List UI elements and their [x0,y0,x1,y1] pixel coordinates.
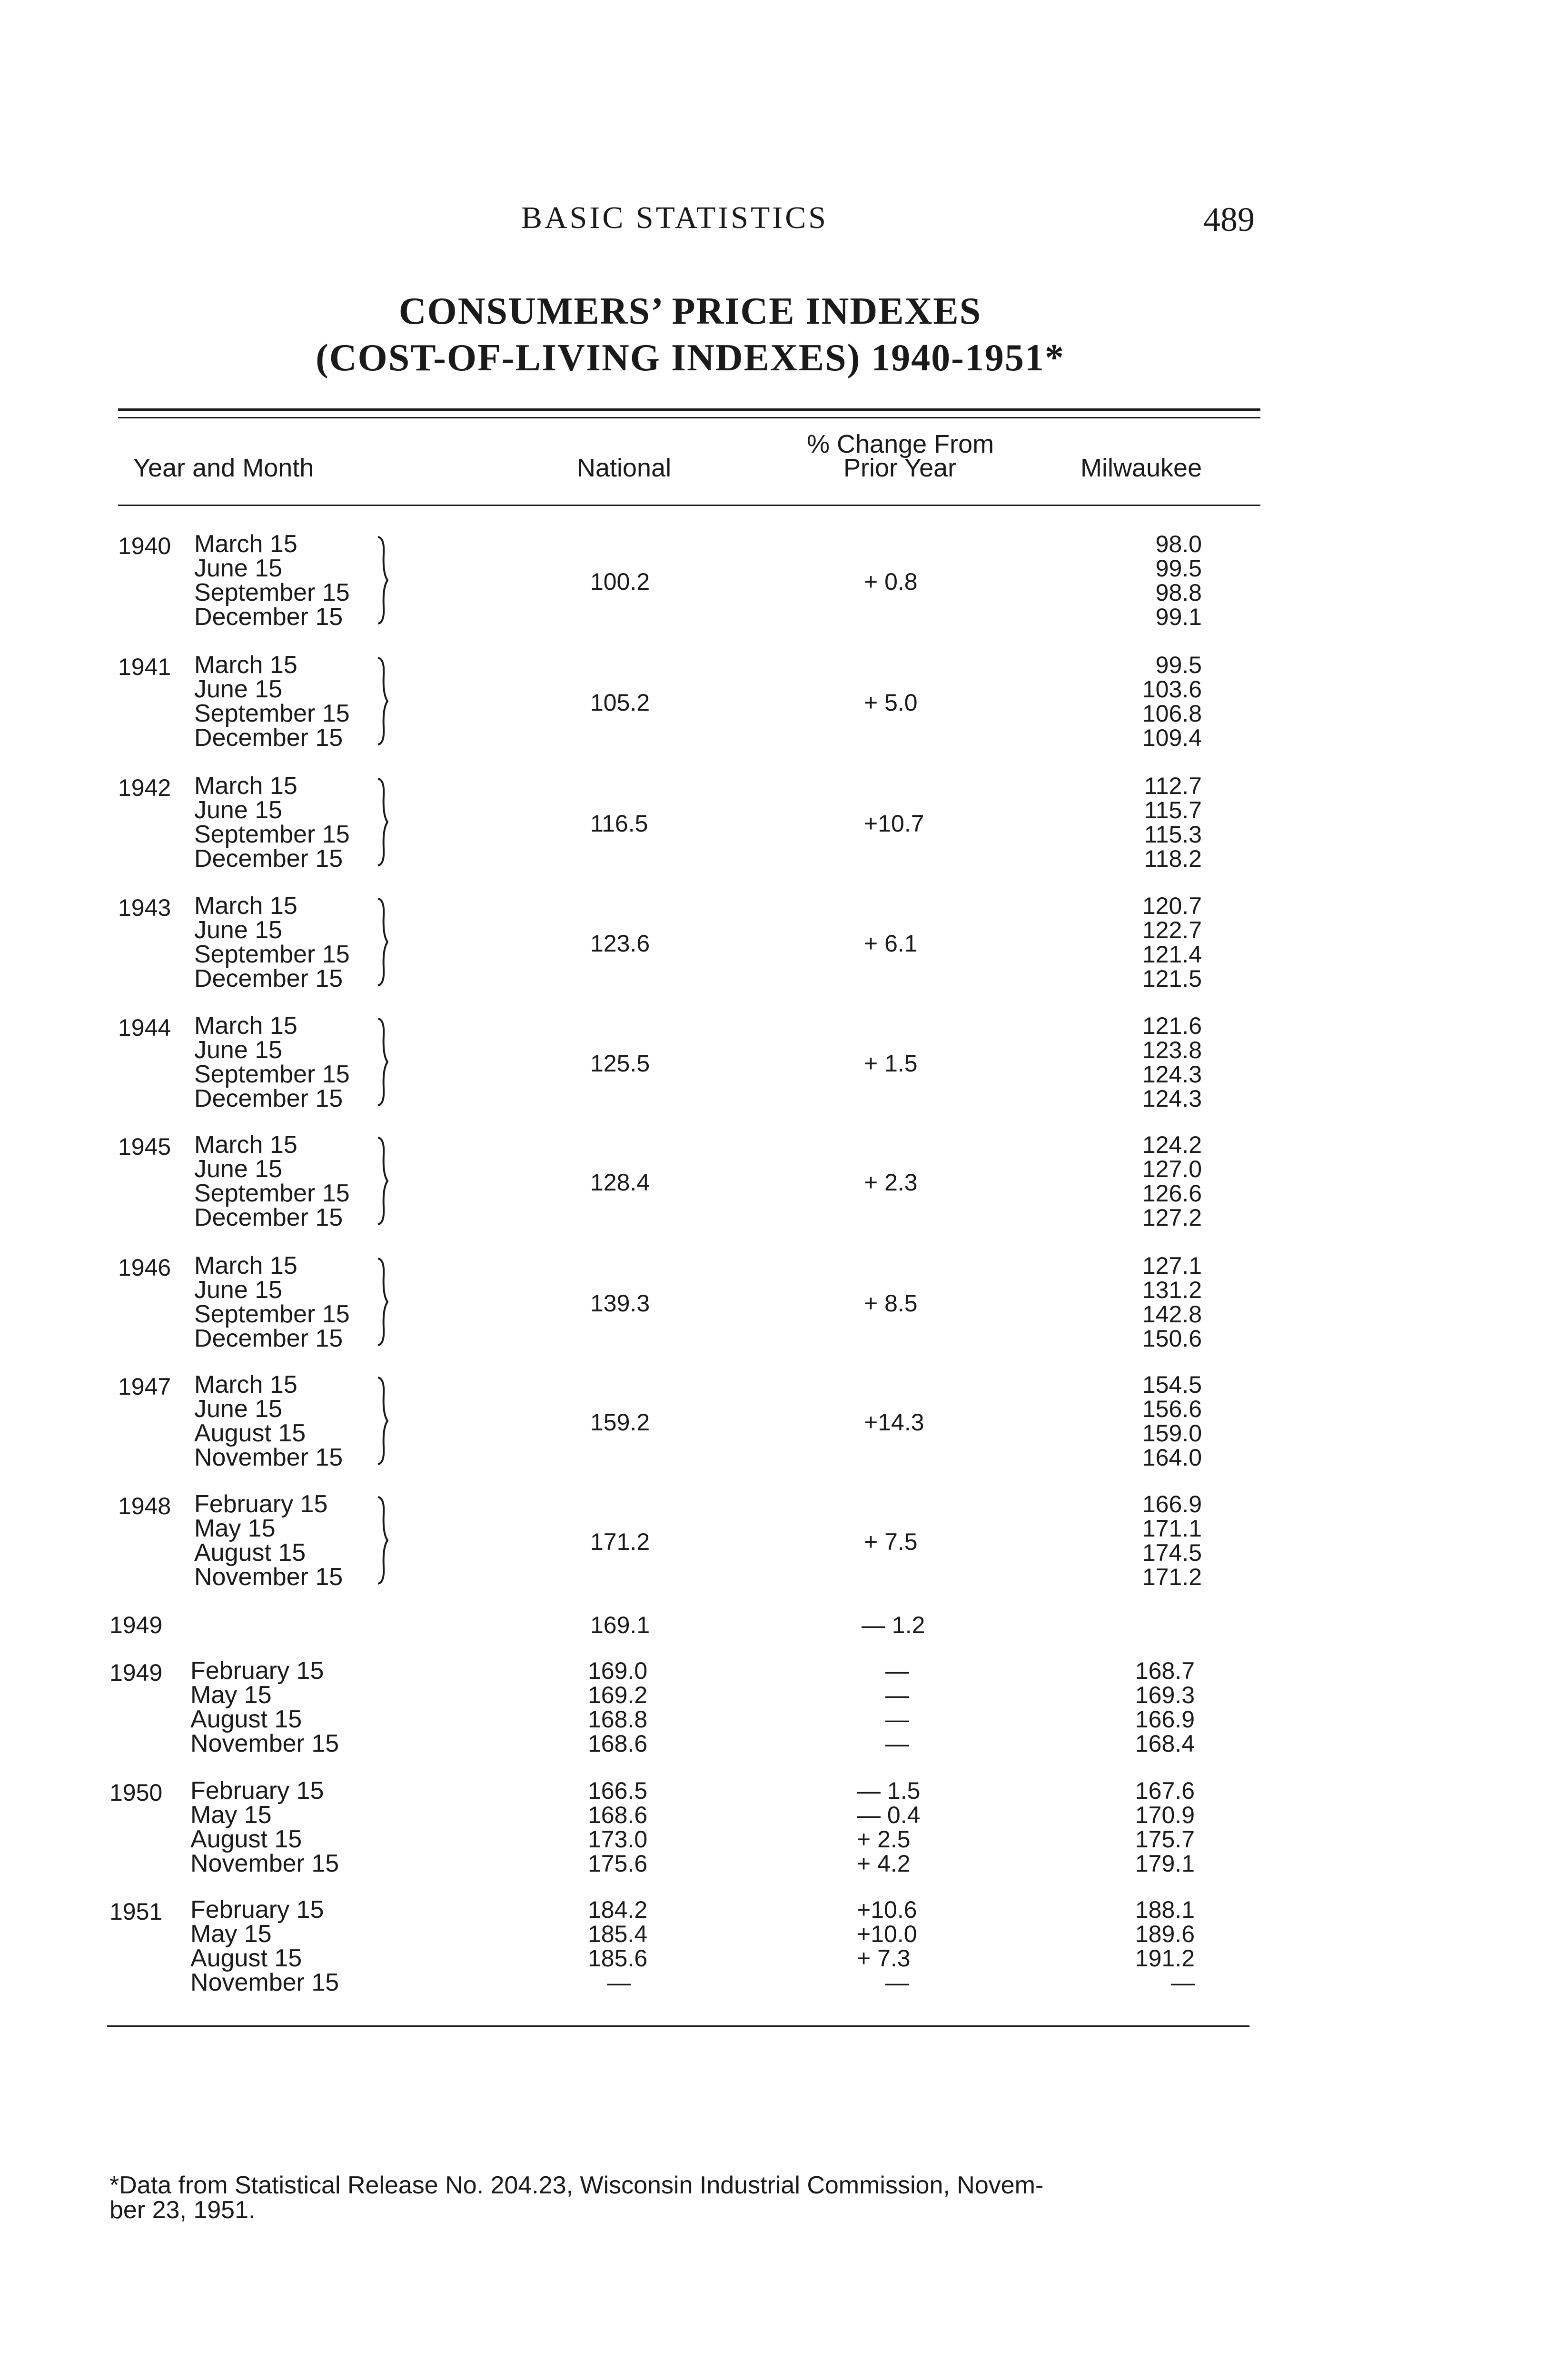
milwaukee-value: 156.6 [1142,1396,1202,1422]
month-label: November 15 [190,1969,339,1996]
milwaukee-value: 121.5 [1142,965,1202,992]
title-line-2: (COST-OF-LIVING INDEXES) 1940-1951* [316,337,1065,379]
national-index: 168.6 [588,1802,648,1828]
milwaukee-value: 121.6 [1142,1012,1202,1039]
national-index: 123.6 [590,930,650,957]
month-label: December 15 [194,965,343,992]
national-index: 169.2 [588,1682,648,1708]
milwaukee-value: 131.2 [1142,1277,1202,1303]
month-label: September 15 [194,579,350,606]
brace-symbol [376,1376,388,1466]
year-cell: 1941 [118,654,171,680]
month-list [194,774,350,871]
milwaukee-value: 127.0 [1142,1156,1202,1182]
milwaukee-value: 159.0 [1142,1420,1202,1447]
month-label: February 15 [190,1777,324,1805]
percent-change: + 0.8 [864,568,918,595]
year-cell: 1947 [118,1373,171,1400]
brace-symbol [376,535,388,625]
milwaukee-value: 124.3 [1142,1061,1202,1088]
milwaukee-value: 106.8 [1142,700,1202,727]
month-label: March 15 [194,651,297,679]
milwaukee-list [1100,1898,1195,1995]
brace-symbol [376,1136,388,1226]
column-header-change-line1: % Change From [807,430,994,458]
national-index: 171.2 [590,1528,650,1555]
milwaukee-value: — [1171,1969,1195,1996]
month-label: March 15 [194,892,297,920]
percent-change: + 5.0 [864,689,918,716]
milwaukee-value: 170.9 [1135,1802,1195,1828]
month-label: December 15 [194,603,343,631]
month-label: September 15 [194,1300,350,1328]
milwaukee-value: 169.3 [1135,1682,1195,1708]
month-label: March 15 [194,1252,297,1279]
national-index: 166.5 [588,1777,648,1804]
percent-change: +14.3 [864,1409,924,1436]
milwaukee-value: 166.9 [1142,1491,1202,1517]
percent-change: — 1.2 [862,1612,925,1638]
month-label: November 15 [190,1850,339,1877]
national-index: 175.6 [588,1850,648,1877]
month-label: February 15 [190,1657,324,1685]
milwaukee-list [1107,894,1202,991]
top-rule-2 [118,417,1260,418]
month-label: June 15 [194,555,283,582]
milwaukee-list [1107,1254,1202,1351]
milwaukee-list [1107,1014,1202,1111]
month-label: August 15 [194,1419,306,1447]
national-index: 184.2 [588,1896,648,1923]
milwaukee-list [1100,1779,1195,1876]
month-list [194,1254,350,1351]
month-label: August 15 [194,1539,306,1567]
year-cell: 1948 [118,1493,171,1519]
milwaukee-value: 188.1 [1135,1896,1195,1923]
month-label: November 15 [194,1563,343,1591]
month-label: August 15 [190,1944,302,1972]
month-label: September 15 [194,1180,350,1207]
month-label: June 15 [194,1395,283,1423]
milwaukee-value: 115.7 [1144,797,1202,823]
year-cell: 1943 [118,894,171,921]
month-label: June 15 [194,675,283,703]
national-index: 185.4 [588,1921,648,1947]
milwaukee-list [1107,653,1202,750]
percent-change: + 7.3 [857,1945,911,1972]
milwaukee-value: 191.2 [1135,1945,1195,1972]
national-index: 168.6 [588,1730,648,1757]
month-label: September 15 [194,700,350,727]
national-list [588,1779,647,1876]
month-list [194,1373,343,1470]
year-cell: 1946 [118,1254,171,1281]
bottom-rule [107,2025,1249,2027]
month-label: September 15 [194,821,350,848]
milwaukee-value: 123.8 [1142,1037,1202,1063]
percent-change: + 7.5 [864,1528,918,1555]
month-label: March 15 [194,1371,297,1398]
year-cell: 1949 [109,1612,163,1638]
percent-change: — 0.4 [857,1802,921,1828]
milwaukee-value: 164.0 [1142,1444,1202,1471]
milwaukee-value: 98.0 [1155,531,1202,557]
year-cell: 1950 [109,1779,163,1806]
running-head: BASIC STATISTICS [521,200,828,235]
month-label: May 15 [190,1920,272,1948]
national-index: — [607,1969,631,1996]
milwaukee-value: 109.4 [1142,724,1202,751]
percent-change: + 8.5 [864,1290,918,1317]
month-label: June 15 [194,916,283,944]
column-header-national: National [577,454,672,482]
month-label: December 15 [194,845,343,873]
national-index: 105.2 [590,689,650,716]
national-index: 185.6 [588,1945,648,1972]
month-list [194,532,350,629]
month-label: May 15 [194,1515,276,1542]
milwaukee-value: 103.6 [1142,676,1202,703]
month-list [190,1779,339,1876]
month-label: February 15 [190,1896,324,1924]
month-list [194,653,350,750]
milwaukee-value: 121.4 [1142,941,1202,968]
year-cell: 1949 [109,1659,163,1686]
brace-symbol [376,1257,388,1347]
month-label: December 15 [194,1085,343,1112]
milwaukee-value: 168.4 [1135,1730,1195,1757]
month-list [190,1898,339,1995]
footnote-line-2: ber 23, 1951. [109,2196,256,2224]
milwaukee-value: 171.2 [1142,1564,1202,1590]
national-index: 100.2 [590,568,650,595]
milwaukee-value: 154.5 [1142,1371,1202,1398]
percent-change-list [857,1659,909,1756]
footnote-line-1: *Data from Statistical Release No. 204.23, Wisconsin Industrial Commission, Novem- [109,2172,1044,2199]
month-list [190,1659,339,1756]
milwaukee-value: 174.5 [1142,1539,1202,1566]
percent-change: + 2.3 [864,1169,918,1196]
percent-change: +10.7 [864,810,924,837]
milwaukee-value: 99.5 [1155,652,1202,678]
percent-change: +10.0 [857,1921,917,1947]
milwaukee-list [1107,1373,1202,1470]
milwaukee-value: 167.6 [1135,1777,1195,1804]
milwaukee-value: 175.7 [1135,1826,1195,1853]
percent-change: — [885,1969,909,1996]
month-label: December 15 [194,1325,343,1352]
milwaukee-value: 150.6 [1142,1325,1202,1352]
year-cell: 1951 [109,1898,163,1925]
milwaukee-value: 127.2 [1142,1204,1202,1231]
national-index: 125.5 [590,1050,650,1077]
milwaukee-value: 115.3 [1144,821,1202,848]
national-index: 168.8 [588,1706,648,1733]
top-rule-1 [118,408,1260,411]
milwaukee-value: 142.8 [1142,1301,1202,1328]
month-list [194,894,350,991]
month-label: May 15 [190,1681,272,1709]
percent-change: + 6.1 [864,930,918,957]
brace-symbol [376,1017,388,1107]
year-cell: 1940 [118,533,171,559]
month-label: June 15 [194,1276,283,1304]
milwaukee-value: 112.7 [1144,773,1202,799]
year-cell: 1944 [118,1014,171,1041]
percent-change: — [885,1706,909,1733]
footnote [109,2173,1261,2222]
national-list [588,1898,647,1995]
column-header-change-line2: Prior Year [843,454,957,482]
milwaukee-list [1107,1133,1202,1230]
milwaukee-value: 124.3 [1142,1085,1202,1112]
milwaukee-value: 166.9 [1135,1706,1195,1733]
milwaukee-value: 118.2 [1144,845,1202,872]
percent-change: — [885,1682,909,1708]
month-label: September 15 [194,941,350,968]
brace-symbol [376,777,388,867]
month-label: June 15 [194,1155,283,1183]
year-cell: 1942 [118,774,171,801]
national-index: 139.3 [590,1290,650,1317]
month-label: March 15 [194,1012,297,1040]
percent-change: + 1.5 [864,1050,918,1077]
month-label: August 15 [190,1706,302,1733]
milwaukee-value: 120.7 [1142,892,1202,919]
national-index: 116.5 [590,810,648,837]
milwaukee-list [1100,1659,1195,1756]
month-label: June 15 [194,796,283,824]
brace-symbol [376,656,388,746]
percent-change: + 2.5 [857,1826,911,1853]
month-label: June 15 [194,1036,283,1064]
percent-change: + 4.2 [857,1850,911,1877]
month-list [194,1014,350,1111]
month-label: September 15 [194,1061,350,1088]
page-number: 489 [1203,200,1255,238]
milwaukee-value: 179.1 [1135,1850,1195,1877]
percent-change-list [857,1779,920,1876]
percent-change: +10.6 [857,1896,917,1923]
table-title [0,288,1380,381]
year-cell: 1945 [118,1133,171,1160]
milwaukee-value: 171.1 [1142,1515,1202,1542]
milwaukee-value: 124.2 [1142,1131,1202,1158]
milwaukee-value: 189.6 [1135,1921,1195,1947]
percent-change: — [885,1730,909,1757]
header-rule [118,505,1260,506]
month-list [194,1133,350,1230]
title-line-1: CONSUMERS’ PRICE INDEXES [398,290,982,332]
milwaukee-value: 126.6 [1142,1180,1202,1207]
national-index: 128.4 [590,1169,650,1196]
milwaukee-value: 98.8 [1155,579,1202,606]
column-header-milwaukee: Milwaukee [1080,454,1202,482]
milwaukee-value: 127.1 [1142,1252,1202,1279]
column-header-year-month: Year and Month [133,454,314,482]
brace-symbol [376,897,388,987]
month-label: November 15 [194,1444,343,1471]
month-label: November 15 [190,1730,339,1757]
month-label: March 15 [194,1131,297,1159]
percent-change: — 1.5 [857,1777,921,1804]
month-label: December 15 [194,1204,343,1231]
month-label: May 15 [190,1801,272,1829]
milwaukee-value: 168.7 [1135,1657,1195,1684]
brace-symbol [376,1495,388,1586]
milwaukee-list [1107,774,1202,871]
national-list [588,1659,647,1756]
month-label: August 15 [190,1825,302,1853]
national-index: 159.2 [590,1409,650,1436]
month-label: March 15 [194,530,297,558]
percent-change: — [885,1657,909,1684]
month-list [194,1492,343,1589]
national-index: 169.0 [588,1657,648,1684]
milwaukee-list [1107,1492,1202,1589]
month-label: December 15 [194,724,343,752]
month-label: March 15 [194,772,297,800]
national-index: 173.0 [588,1826,648,1853]
milwaukee-list [1107,532,1202,629]
percent-change-list [857,1898,917,1995]
month-label: February 15 [194,1490,328,1518]
milwaukee-value: 122.7 [1142,917,1202,943]
national-index: 169.1 [590,1612,650,1638]
milwaukee-value: 99.5 [1155,555,1202,582]
milwaukee-value: 99.1 [1155,604,1202,630]
